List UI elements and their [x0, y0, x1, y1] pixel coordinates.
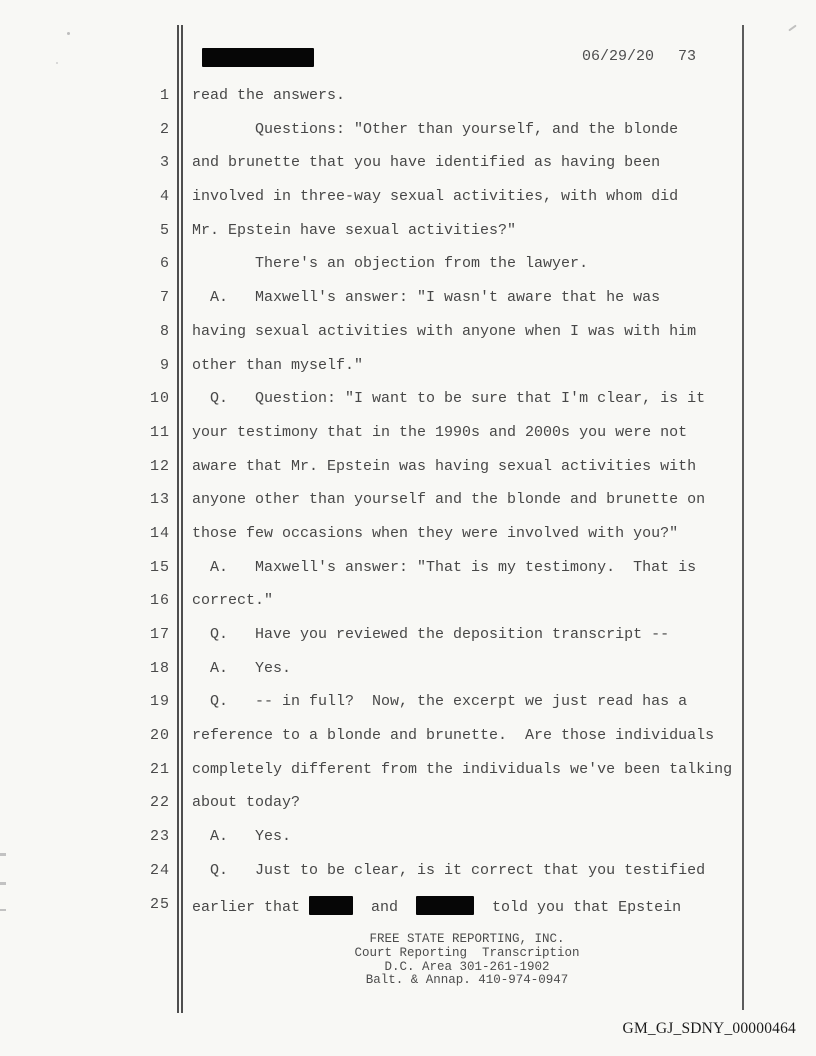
transcript-line: [0, 691, 816, 725]
transcript-line: [0, 321, 816, 355]
transcript-line: [0, 590, 816, 624]
line-text: A. Maxwell's answer: "I wasn't aware that he was: [192, 289, 661, 307]
line-text: A. Yes.: [192, 659, 292, 677]
line-number: 20: [149, 727, 170, 745]
transcript-line: [0, 355, 816, 389]
line-text: read the answers.: [192, 87, 346, 104]
scan-artifact: [788, 25, 797, 32]
line-text: anyone other than yourself and the blonde and brunette on: [192, 491, 706, 509]
footer-line: Balt. & Annap. 410-974-0947: [365, 973, 569, 988]
transcript-line: [0, 422, 816, 456]
transcript-line: [0, 152, 816, 186]
line-text: involved in three-way sexual activities, with whom did: [192, 188, 679, 206]
transcript-line: [0, 894, 816, 928]
line-text: Questions: "Other than yourself, and the blonde: [192, 120, 679, 138]
line-number: 25: [149, 895, 170, 913]
line-number: 6: [159, 255, 170, 273]
line-number: 12: [149, 457, 170, 475]
line-number: 10: [149, 390, 170, 408]
line-text: earlier that and told you that Epstein: [192, 896, 681, 916]
header-page-number: 73: [678, 48, 697, 65]
line-text: A. Yes.: [192, 828, 292, 846]
transcript-line: [0, 523, 816, 557]
line-text: aware that Mr. Epstein was having sexual activities with: [192, 457, 697, 475]
transcript-line: [0, 759, 816, 793]
line-text: A. Maxwell's answer: "That is my testimony. That is: [192, 558, 697, 576]
line-text: correct.": [192, 592, 274, 610]
transcript-line: [0, 792, 816, 826]
scan-artifact: [0, 882, 6, 885]
line-text: Q. -- in full? Now, the excerpt we just read has a: [192, 693, 688, 711]
line-text: about today?: [192, 794, 301, 812]
scan-artifact: [56, 62, 58, 64]
scan-artifact: [0, 909, 6, 911]
transcript-line: [0, 287, 816, 321]
footer-line: D.C. Area 301-261-1902: [384, 959, 550, 974]
transcript-line: [0, 119, 816, 153]
line-text: other than myself.": [192, 356, 364, 374]
header-redaction-bar: [202, 48, 314, 67]
line-number: 15: [149, 558, 170, 576]
transcript-line: [0, 85, 816, 119]
line-text: There's an objection from the lawyer.: [192, 255, 589, 273]
transcript-line: [0, 186, 816, 220]
line-number: 21: [149, 760, 170, 778]
footer-line: FREE STATE REPORTING, INC.: [369, 932, 565, 946]
line-number: 2: [159, 120, 170, 138]
transcript-line: [0, 826, 816, 860]
line-text: Q. Question: "I want to be sure that I'm clear, is it: [192, 390, 706, 408]
line-text: Q. Just to be clear, is it correct that you testified: [192, 861, 706, 879]
line-text: your testimony that in the 1990s and 2000s you were not: [192, 423, 688, 441]
line-text: Q. Have you reviewed the deposition transcript --: [192, 626, 670, 643]
redaction-box: [309, 896, 353, 915]
transcript-line: [0, 253, 816, 287]
line-number: 11: [149, 423, 170, 441]
transcript-line: [0, 456, 816, 490]
transcript-line: [0, 489, 816, 523]
transcript-line: [0, 388, 816, 422]
bates-number: GM_GJ_SDNY_00000464: [622, 1020, 796, 1037]
line-number: 9: [159, 356, 170, 374]
transcript-line: [0, 220, 816, 254]
line-number: 1: [159, 87, 170, 104]
line-text: Mr. Epstein have sexual activities?": [192, 221, 517, 239]
redaction-box: [416, 896, 474, 915]
line-number: 17: [149, 626, 170, 643]
line-number: 13: [149, 491, 170, 509]
line-text: and brunette that you have identified as having been: [192, 154, 661, 172]
line-number: 4: [159, 188, 170, 206]
line-number: 22: [149, 794, 170, 812]
line-number: 3: [159, 154, 170, 172]
transcript-line: [0, 725, 816, 759]
line-number: 24: [149, 861, 170, 879]
line-number: 19: [149, 693, 170, 711]
header-date: 06/29/20: [582, 48, 655, 65]
line-text: completely different from the individuals we've been talking: [192, 760, 733, 778]
line-number: 8: [159, 322, 170, 340]
line-number: 7: [159, 289, 170, 307]
scan-artifact: [67, 32, 70, 35]
line-number: 18: [149, 659, 170, 677]
transcript-line: [0, 658, 816, 692]
line-number: 14: [149, 524, 170, 542]
footer-line: Court Reporting Transcription: [354, 945, 580, 960]
transcript-body: [0, 85, 816, 927]
line-text: having sexual activities with anyone when I was with him: [192, 322, 697, 340]
transcript-line: [0, 557, 816, 591]
reporter-footer: [192, 933, 742, 988]
line-text: those few occasions when they were involved with you?": [192, 524, 679, 542]
line-number: 16: [149, 592, 170, 610]
line-number: 5: [159, 221, 170, 239]
scan-artifact: [0, 853, 6, 856]
line-number: 23: [149, 828, 170, 846]
transcript-line: [0, 624, 816, 658]
transcript-line: [0, 860, 816, 894]
line-text: reference to a blonde and brunette. Are those individuals: [192, 727, 715, 745]
